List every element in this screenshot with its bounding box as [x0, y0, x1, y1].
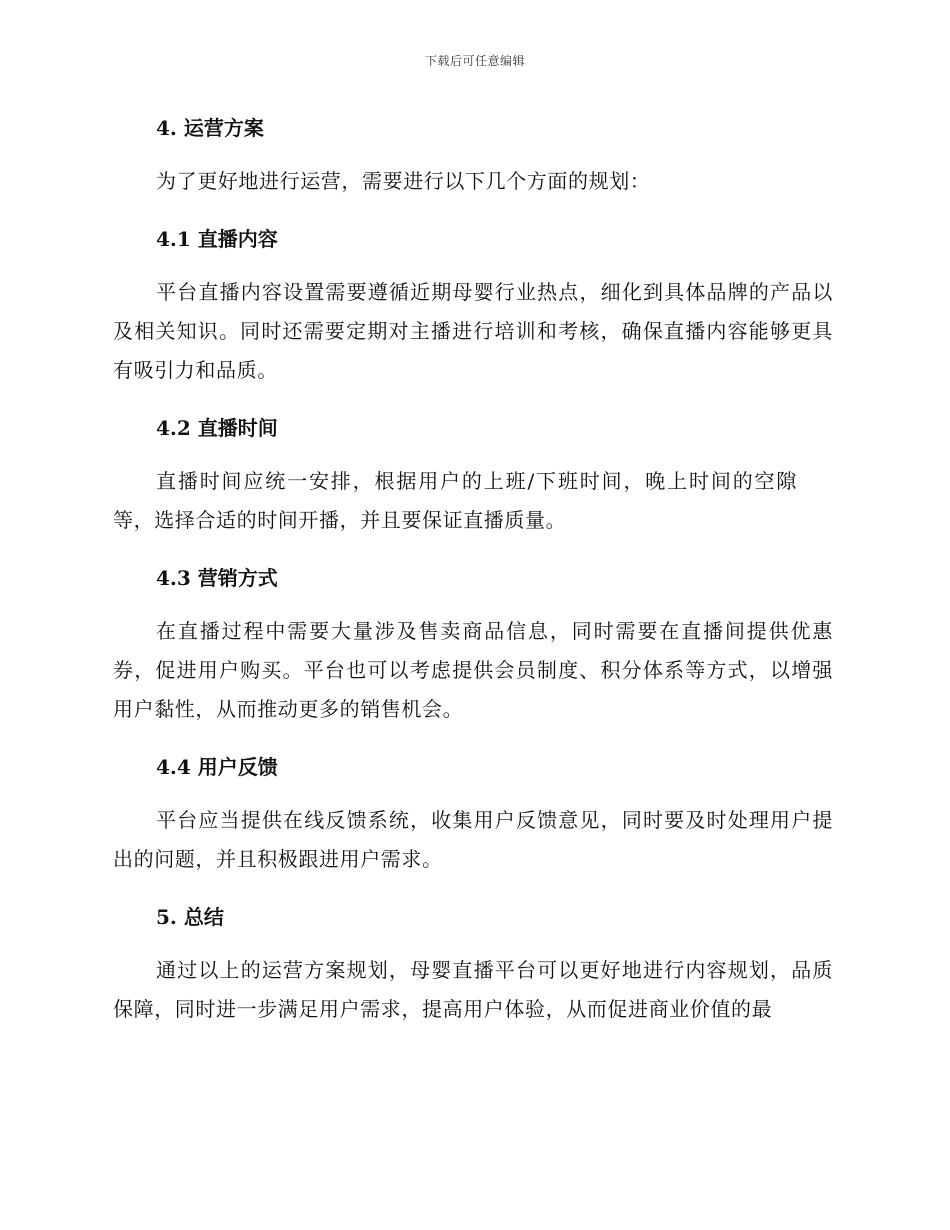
section-paragraph-user-feedback: 平台应当提供在线反馈系统，收集用户反馈意见，同时要及时处理用户提出的问题，并且积极跟进用户需求。 — [113, 808, 833, 871]
section-heading-user-feedback: 4.4 用户反馈 — [156, 755, 278, 779]
section-heading-marketing: 4.3 营销方式 — [156, 566, 278, 590]
page-header: 下载后可任意编辑 — [424, 54, 525, 68]
section-paragraph-live-content: 平台直播内容设置需要遵循近期母婴行业热点，细化到具体品牌的产品以及相关知识。同时还需要定期对主播进行培训和考核，确保直播内容能够更具有吸引力和品质。 — [113, 280, 833, 382]
section-heading-live-content: 4.1 直播内容 — [156, 227, 278, 251]
section-heading-summary: 5. 总结 — [156, 905, 224, 929]
section-heading-live-time: 4.2 直播时间 — [156, 416, 278, 440]
section-paragraph-summary: 通过以上的运营方案规划，母婴直播平台可以更好地进行内容规划，品质保障，同时进一步满足用户需求，提高用户体验，从而促进商业价值的最 — [113, 958, 833, 1021]
document-body — [113, 108, 833, 1029]
section-paragraph-live-time: 直播时间应统一安排，根据用户的上班/下班时间，晚上时间的空隙等，选择合适的时间开播，并且要保证直播质量。 — [113, 469, 797, 532]
section-heading-operations-plan: 4. 运营方案 — [156, 116, 264, 140]
section-paragraph-operations-plan: 为了更好地进行运营，需要进行以下几个方面的规划： — [156, 169, 651, 193]
section-paragraph-marketing: 在直播过程中需要大量涉及售卖商品信息，同时需要在直播间提供优惠券，促进用户购买。平台也可以考虑提供会员制度、积分体系等方式，以增强用户黏性，从而推动更多的销售机会。 — [113, 619, 833, 721]
